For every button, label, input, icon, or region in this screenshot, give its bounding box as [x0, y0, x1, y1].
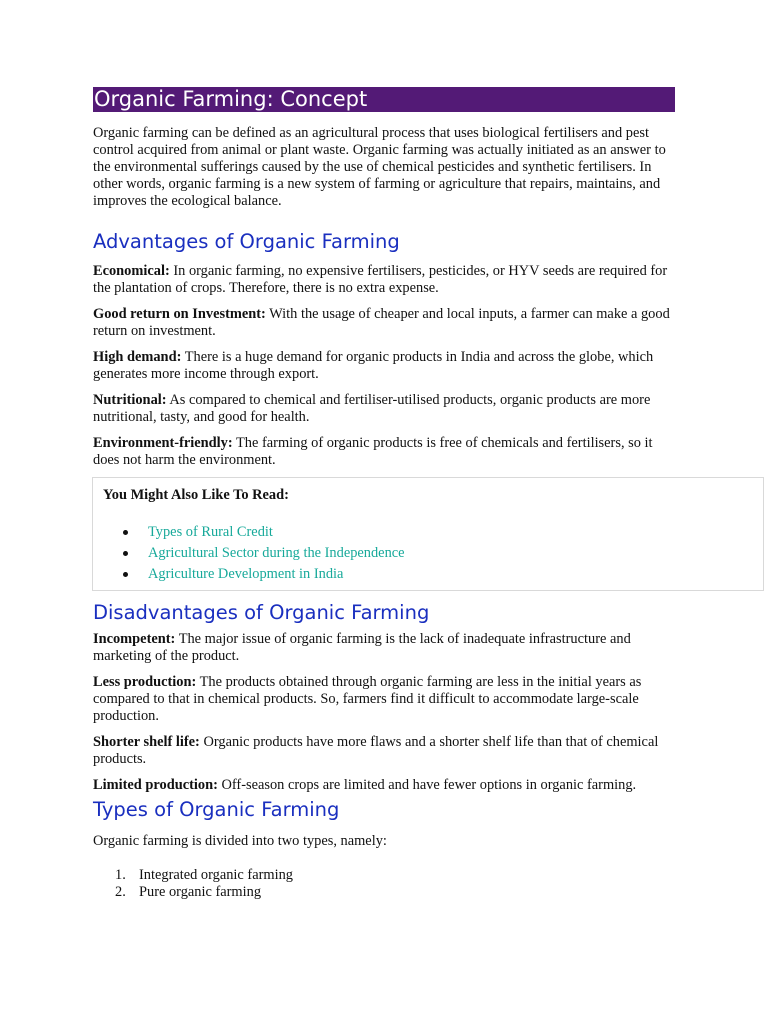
disadvantage-text: Off-season crops are limited and have fewer options in organic farming.: [221, 777, 637, 793]
list-number: 2.: [115, 883, 126, 900]
disadvantage-term: Shorter shelf life:: [93, 734, 200, 750]
disadvantages-list: [93, 631, 675, 794]
related-reading-title: You Might Also Like To Read:: [103, 487, 289, 503]
related-link-item: [148, 522, 763, 543]
disadvantage-text: The products obtained through organic farming are less in the initial years as compared to that in chemical products. So, farmers find it difficult to accommodate large-scale production.: [93, 674, 642, 724]
related-link-item: [148, 543, 763, 564]
types-list-label: Pure organic farming: [139, 883, 262, 900]
advantage-term: Economical:: [93, 263, 170, 279]
disadvantage-text: Organic products have more flaws and a shorter shelf life than that of chemical products.: [93, 734, 659, 767]
link-agricultural-sector-independence[interactable]: Agricultural Sector during the Independence: [148, 545, 405, 561]
advantage-term: High demand:: [93, 349, 182, 365]
types-list-label: Integrated organic farming: [139, 867, 293, 883]
disadvantage-item: [93, 734, 675, 768]
link-agriculture-development-india[interactable]: Agriculture Development in India: [148, 566, 344, 582]
types-list-item: [93, 867, 675, 884]
disadvantage-term: Incompetent:: [93, 631, 176, 647]
advantage-text: With the usage of cheaper and local inputs, a farmer can make a good return on investment.: [93, 306, 670, 339]
advantage-item: [93, 263, 675, 297]
advantage-text: The farming of organic products is free of chemicals and fertilisers, so it does not harm the environment.: [93, 435, 653, 468]
related-links-list: [103, 522, 763, 585]
types-heading: Types of Organic Farming: [93, 798, 340, 821]
link-types-of-rural-credit[interactable]: Types of Rural Credit: [148, 524, 273, 540]
related-link-item: [148, 564, 763, 585]
advantage-term: Nutritional:: [93, 392, 167, 408]
advantages-heading: Advantages of Organic Farming: [93, 230, 400, 253]
disadvantage-term: Limited production:: [93, 777, 218, 793]
types-list-item: [93, 884, 675, 901]
advantage-item: [93, 435, 675, 469]
advantage-text: There is a huge demand for organic products in India and across the globe, which generates more income through export.: [93, 349, 654, 382]
disadvantage-item: [93, 674, 675, 725]
disadvantage-item: [93, 777, 675, 794]
disadvantage-term: Less production:: [93, 674, 197, 690]
advantage-term: Environment-friendly:: [93, 435, 233, 451]
disadvantage-item: [93, 631, 675, 665]
advantage-text: As compared to chemical and fertiliser-utilised products, organic products are more nutritional, tasty, and good for health.: [93, 392, 651, 425]
document-page: [93, 87, 675, 900]
list-number: 1.: [115, 867, 126, 883]
advantage-item: [93, 349, 675, 383]
disadvantages-heading: Disadvantages of Organic Farming: [93, 601, 430, 624]
advantage-item: [93, 306, 675, 340]
intro-paragraph: Organic farming can be defined as an agricultural process that uses biological fertilisers and pest control acquired from animal or plant waste. Organic farming was actually initiated as an answer to the environmental sufferings caused by the use of chemical pesticides and synthetic fertilisers. In other words, organic farming is a new system of farming or agriculture that repairs, maintains, and improves the ecological balance.: [93, 125, 666, 209]
types-list: [93, 867, 675, 900]
advantages-list: [93, 263, 675, 469]
advantage-item: [93, 392, 675, 426]
advantage-text: In organic farming, no expensive fertilisers, pesticides, or HYV seeds are required for the plantation of crops. Therefore, there is no extra expense.: [93, 263, 668, 296]
page-title: Organic Farming: Concept: [93, 87, 675, 112]
types-intro: Organic farming is divided into two types, namely:: [93, 833, 387, 849]
advantage-term: Good return on Investment:: [93, 306, 266, 322]
related-reading-box: [92, 477, 764, 591]
disadvantage-text: The major issue of organic farming is the lack of inadequate infrastructure and marketing of the product.: [93, 631, 631, 664]
